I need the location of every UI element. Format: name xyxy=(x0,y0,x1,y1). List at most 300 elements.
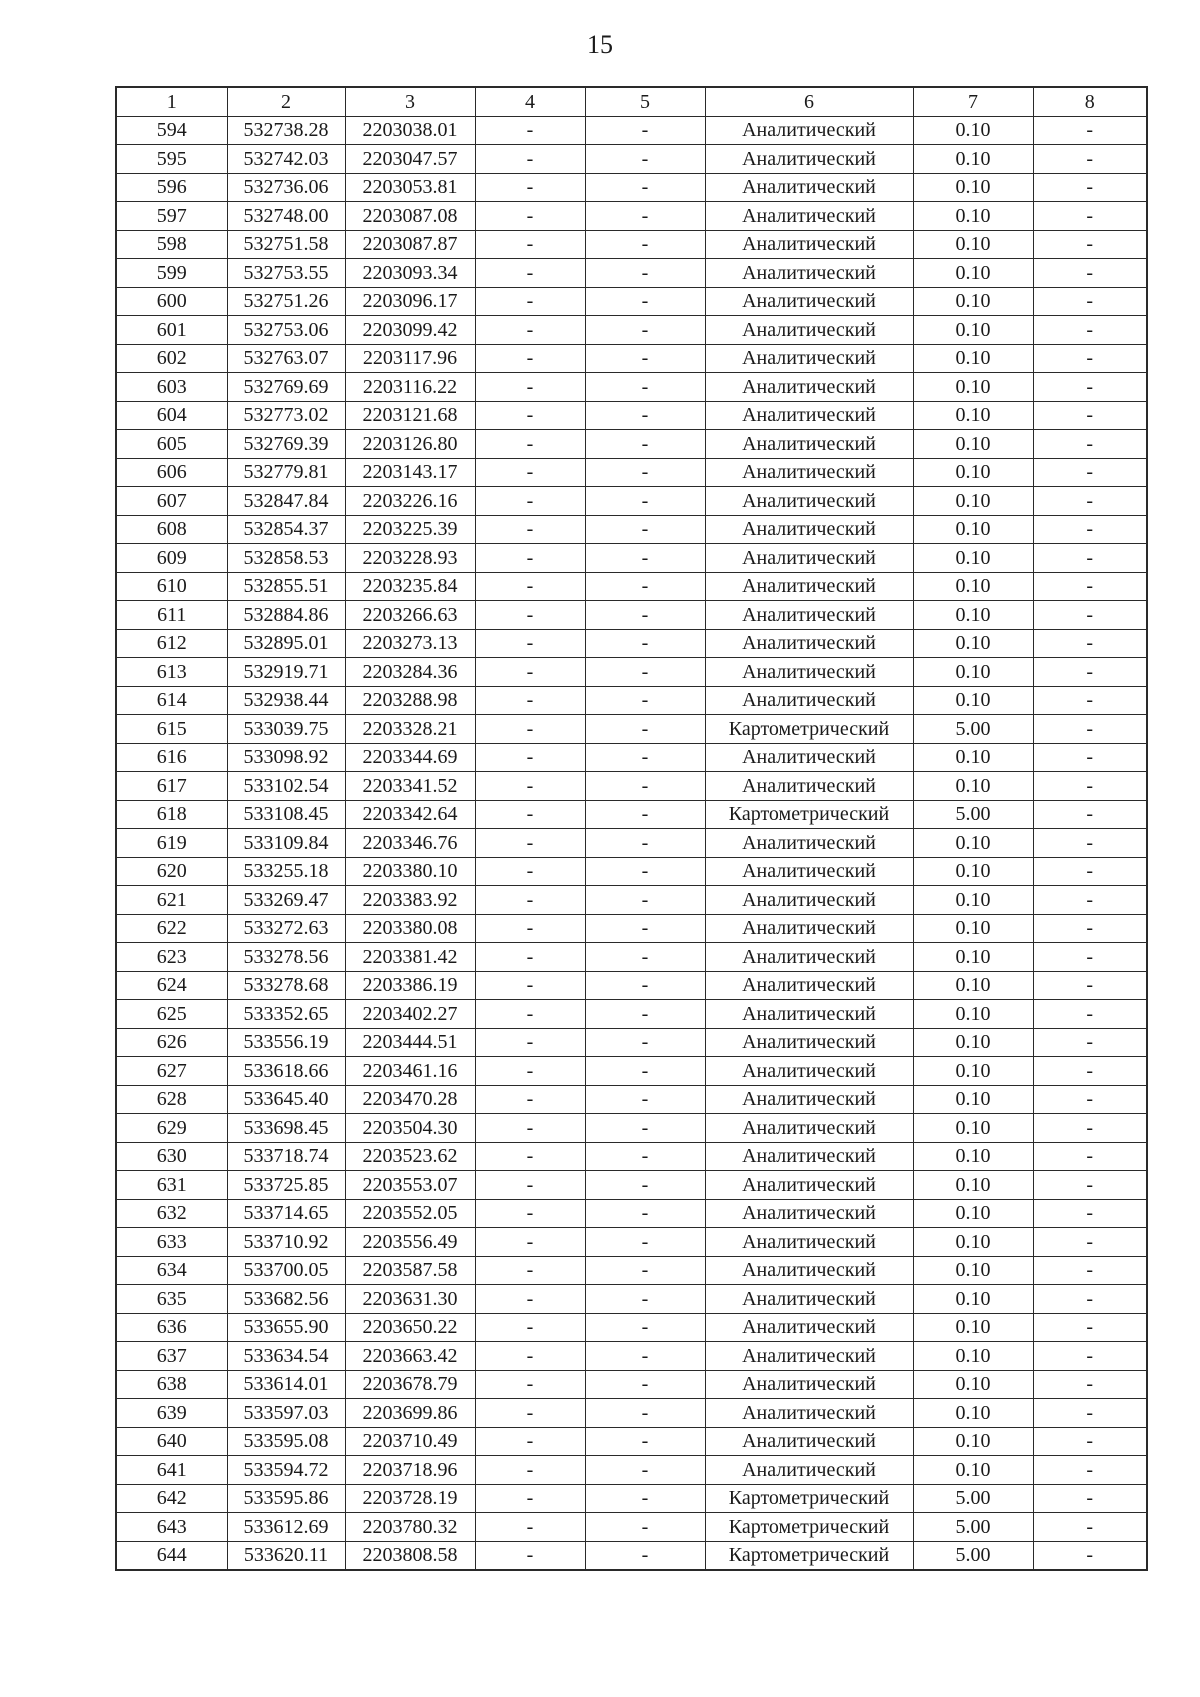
table-row xyxy=(116,1285,1147,1314)
y-coordinate-cell: 2203284.36 xyxy=(345,658,475,687)
column-8-cell: - xyxy=(1033,1085,1147,1114)
x-coordinate-cell: 532736.06 xyxy=(227,173,345,202)
point-number-cell: 620 xyxy=(116,857,227,886)
column-5-cell: - xyxy=(585,572,705,601)
x-coordinate-cell: 533108.45 xyxy=(227,800,345,829)
column-4-cell: - xyxy=(475,971,585,1000)
column-8-cell: - xyxy=(1033,829,1147,858)
x-coordinate-cell: 533595.08 xyxy=(227,1427,345,1456)
point-number-cell: 623 xyxy=(116,943,227,972)
y-coordinate-cell: 2203523.62 xyxy=(345,1142,475,1171)
accuracy-cell: 0.10 xyxy=(913,401,1033,430)
column-header: 3 xyxy=(345,87,475,116)
table-row xyxy=(116,1142,1147,1171)
point-number-cell: 594 xyxy=(116,116,227,145)
y-coordinate-cell: 2203053.81 xyxy=(345,173,475,202)
column-5-cell: - xyxy=(585,1541,705,1570)
column-5-cell: - xyxy=(585,743,705,772)
table-row xyxy=(116,202,1147,231)
x-coordinate-cell: 532895.01 xyxy=(227,629,345,658)
column-8-cell: - xyxy=(1033,1142,1147,1171)
column-4-cell: - xyxy=(475,829,585,858)
column-8-cell: - xyxy=(1033,1456,1147,1485)
method-cell: Аналитический xyxy=(705,230,913,259)
point-number-cell: 619 xyxy=(116,829,227,858)
column-4-cell: - xyxy=(475,373,585,402)
column-8-cell: - xyxy=(1033,572,1147,601)
point-number-cell: 641 xyxy=(116,1456,227,1485)
column-8-cell: - xyxy=(1033,487,1147,516)
point-number-cell: 602 xyxy=(116,344,227,373)
method-cell: Аналитический xyxy=(705,544,913,573)
y-coordinate-cell: 2203381.42 xyxy=(345,943,475,972)
accuracy-cell: 0.10 xyxy=(913,1085,1033,1114)
column-8-cell: - xyxy=(1033,914,1147,943)
accuracy-cell: 0.10 xyxy=(913,373,1033,402)
column-5-cell: - xyxy=(585,1114,705,1143)
x-coordinate-cell: 533098.92 xyxy=(227,743,345,772)
point-number-cell: 640 xyxy=(116,1427,227,1456)
column-5-cell: - xyxy=(585,1313,705,1342)
method-cell: Аналитический xyxy=(705,772,913,801)
accuracy-cell: 0.10 xyxy=(913,202,1033,231)
column-8-cell: - xyxy=(1033,316,1147,345)
x-coordinate-cell: 533682.56 xyxy=(227,1285,345,1314)
y-coordinate-cell: 2203699.86 xyxy=(345,1399,475,1428)
point-number-cell: 610 xyxy=(116,572,227,601)
accuracy-cell: 0.10 xyxy=(913,1057,1033,1086)
column-5-cell: - xyxy=(585,344,705,373)
accuracy-cell: 0.10 xyxy=(913,1456,1033,1485)
column-4-cell: - xyxy=(475,1399,585,1428)
column-5-cell: - xyxy=(585,1370,705,1399)
point-number-cell: 600 xyxy=(116,287,227,316)
y-coordinate-cell: 2203631.30 xyxy=(345,1285,475,1314)
table-row xyxy=(116,658,1147,687)
method-cell: Аналитический xyxy=(705,202,913,231)
table-row xyxy=(116,572,1147,601)
column-5-cell: - xyxy=(585,544,705,573)
y-coordinate-cell: 2203328.21 xyxy=(345,715,475,744)
table-row xyxy=(116,1484,1147,1513)
column-8-cell: - xyxy=(1033,287,1147,316)
accuracy-cell: 0.10 xyxy=(913,743,1033,772)
x-coordinate-cell: 533725.85 xyxy=(227,1171,345,1200)
column-4-cell: - xyxy=(475,1028,585,1057)
column-4-cell: - xyxy=(475,686,585,715)
column-8-cell: - xyxy=(1033,544,1147,573)
column-8-cell: - xyxy=(1033,1370,1147,1399)
x-coordinate-cell: 532854.37 xyxy=(227,515,345,544)
table-row xyxy=(116,430,1147,459)
accuracy-cell: 0.10 xyxy=(913,943,1033,972)
y-coordinate-cell: 2203444.51 xyxy=(345,1028,475,1057)
column-5-cell: - xyxy=(585,1513,705,1542)
table-row xyxy=(116,1456,1147,1485)
point-number-cell: 624 xyxy=(116,971,227,1000)
method-cell: Аналитический xyxy=(705,1228,913,1257)
point-number-cell: 618 xyxy=(116,800,227,829)
column-4-cell: - xyxy=(475,1057,585,1086)
column-5-cell: - xyxy=(585,1171,705,1200)
y-coordinate-cell: 2203380.08 xyxy=(345,914,475,943)
accuracy-cell: 0.10 xyxy=(913,886,1033,915)
method-cell: Аналитический xyxy=(705,1000,913,1029)
y-coordinate-cell: 2203383.92 xyxy=(345,886,475,915)
table-row xyxy=(116,1256,1147,1285)
method-cell: Аналитический xyxy=(705,401,913,430)
column-5-cell: - xyxy=(585,515,705,544)
accuracy-cell: 0.10 xyxy=(913,971,1033,1000)
column-8-cell: - xyxy=(1033,743,1147,772)
column-4-cell: - xyxy=(475,344,585,373)
y-coordinate-cell: 2203288.98 xyxy=(345,686,475,715)
accuracy-cell: 0.10 xyxy=(913,857,1033,886)
column-header: 6 xyxy=(705,87,913,116)
method-cell: Аналитический xyxy=(705,1057,913,1086)
table-row xyxy=(116,316,1147,345)
column-8-cell: - xyxy=(1033,601,1147,630)
method-cell: Аналитический xyxy=(705,658,913,687)
accuracy-cell: 5.00 xyxy=(913,1484,1033,1513)
x-coordinate-cell: 532847.84 xyxy=(227,487,345,516)
point-number-cell: 598 xyxy=(116,230,227,259)
method-cell: Аналитический xyxy=(705,1199,913,1228)
point-number-cell: 613 xyxy=(116,658,227,687)
accuracy-cell: 0.10 xyxy=(913,316,1033,345)
column-5-cell: - xyxy=(585,316,705,345)
y-coordinate-cell: 2203553.07 xyxy=(345,1171,475,1200)
x-coordinate-cell: 533278.56 xyxy=(227,943,345,972)
column-4-cell: - xyxy=(475,1427,585,1456)
column-4-cell: - xyxy=(475,601,585,630)
point-number-cell: 628 xyxy=(116,1085,227,1114)
point-number-cell: 605 xyxy=(116,430,227,459)
column-8-cell: - xyxy=(1033,1256,1147,1285)
method-cell: Аналитический xyxy=(705,430,913,459)
table-row xyxy=(116,1000,1147,1029)
accuracy-cell: 0.10 xyxy=(913,1342,1033,1371)
point-number-cell: 626 xyxy=(116,1028,227,1057)
x-coordinate-cell: 532769.39 xyxy=(227,430,345,459)
table-row xyxy=(116,458,1147,487)
x-coordinate-cell: 533714.65 xyxy=(227,1199,345,1228)
column-8-cell: - xyxy=(1033,259,1147,288)
column-8-cell: - xyxy=(1033,943,1147,972)
column-8-cell: - xyxy=(1033,515,1147,544)
accuracy-cell: 0.10 xyxy=(913,259,1033,288)
x-coordinate-cell: 533655.90 xyxy=(227,1313,345,1342)
y-coordinate-cell: 2203235.84 xyxy=(345,572,475,601)
accuracy-cell: 0.10 xyxy=(913,1171,1033,1200)
accuracy-cell: 0.10 xyxy=(913,344,1033,373)
table-row xyxy=(116,886,1147,915)
y-coordinate-cell: 2203099.42 xyxy=(345,316,475,345)
column-5-cell: - xyxy=(585,1028,705,1057)
table-row xyxy=(116,1342,1147,1371)
column-5-cell: - xyxy=(585,1000,705,1029)
method-cell: Аналитический xyxy=(705,572,913,601)
point-number-cell: 633 xyxy=(116,1228,227,1257)
table-row xyxy=(116,1541,1147,1570)
method-cell: Аналитический xyxy=(705,145,913,174)
y-coordinate-cell: 2203228.93 xyxy=(345,544,475,573)
table-row xyxy=(116,1199,1147,1228)
column-5-cell: - xyxy=(585,914,705,943)
column-5-cell: - xyxy=(585,202,705,231)
x-coordinate-cell: 532858.53 xyxy=(227,544,345,573)
point-number-cell: 616 xyxy=(116,743,227,772)
column-5-cell: - xyxy=(585,1085,705,1114)
method-cell: Аналитический xyxy=(705,259,913,288)
accuracy-cell: 0.10 xyxy=(913,1114,1033,1143)
column-4-cell: - xyxy=(475,544,585,573)
column-header: 8 xyxy=(1033,87,1147,116)
accuracy-cell: 0.10 xyxy=(913,1028,1033,1057)
column-4-cell: - xyxy=(475,914,585,943)
method-cell: Аналитический xyxy=(705,373,913,402)
method-cell: Картометрический xyxy=(705,1484,913,1513)
column-5-cell: - xyxy=(585,287,705,316)
accuracy-cell: 0.10 xyxy=(913,772,1033,801)
column-8-cell: - xyxy=(1033,116,1147,145)
table-row xyxy=(116,743,1147,772)
table-row xyxy=(116,230,1147,259)
y-coordinate-cell: 2203226.16 xyxy=(345,487,475,516)
column-8-cell: - xyxy=(1033,1399,1147,1428)
y-coordinate-cell: 2203087.08 xyxy=(345,202,475,231)
y-coordinate-cell: 2203038.01 xyxy=(345,116,475,145)
method-cell: Аналитический xyxy=(705,316,913,345)
table-row xyxy=(116,1313,1147,1342)
x-coordinate-cell: 532751.26 xyxy=(227,287,345,316)
point-number-cell: 639 xyxy=(116,1399,227,1428)
column-5-cell: - xyxy=(585,658,705,687)
x-coordinate-cell: 533109.84 xyxy=(227,829,345,858)
column-5-cell: - xyxy=(585,259,705,288)
accuracy-cell: 5.00 xyxy=(913,1513,1033,1542)
accuracy-cell: 5.00 xyxy=(913,1541,1033,1570)
table-row xyxy=(116,1399,1147,1428)
column-5-cell: - xyxy=(585,458,705,487)
method-cell: Аналитический xyxy=(705,1427,913,1456)
column-8-cell: - xyxy=(1033,1342,1147,1371)
x-coordinate-cell: 533620.11 xyxy=(227,1541,345,1570)
table-row xyxy=(116,800,1147,829)
method-cell: Аналитический xyxy=(705,344,913,373)
accuracy-cell: 0.10 xyxy=(913,1228,1033,1257)
point-number-cell: 596 xyxy=(116,173,227,202)
point-number-cell: 631 xyxy=(116,1171,227,1200)
y-coordinate-cell: 2203117.96 xyxy=(345,344,475,373)
y-coordinate-cell: 2203273.13 xyxy=(345,629,475,658)
table-row xyxy=(116,1513,1147,1542)
point-number-cell: 625 xyxy=(116,1000,227,1029)
table-row xyxy=(116,287,1147,316)
column-8-cell: - xyxy=(1033,145,1147,174)
x-coordinate-cell: 532748.00 xyxy=(227,202,345,231)
x-coordinate-cell: 532738.28 xyxy=(227,116,345,145)
point-number-cell: 638 xyxy=(116,1370,227,1399)
table-row xyxy=(116,772,1147,801)
column-5-cell: - xyxy=(585,1256,705,1285)
column-8-cell: - xyxy=(1033,800,1147,829)
x-coordinate-cell: 532769.69 xyxy=(227,373,345,402)
column-4-cell: - xyxy=(475,145,585,174)
table-row xyxy=(116,1085,1147,1114)
column-5-cell: - xyxy=(585,1342,705,1371)
table-row xyxy=(116,971,1147,1000)
table-row xyxy=(116,1114,1147,1143)
point-number-cell: 643 xyxy=(116,1513,227,1542)
point-number-cell: 604 xyxy=(116,401,227,430)
y-coordinate-cell: 2203718.96 xyxy=(345,1456,475,1485)
y-coordinate-cell: 2203780.32 xyxy=(345,1513,475,1542)
column-8-cell: - xyxy=(1033,886,1147,915)
column-4-cell: - xyxy=(475,772,585,801)
x-coordinate-cell: 533269.47 xyxy=(227,886,345,915)
column-8-cell: - xyxy=(1033,1313,1147,1342)
table-row xyxy=(116,116,1147,145)
table-row xyxy=(116,1228,1147,1257)
point-number-cell: 622 xyxy=(116,914,227,943)
accuracy-cell: 0.10 xyxy=(913,544,1033,573)
column-8-cell: - xyxy=(1033,401,1147,430)
y-coordinate-cell: 2203461.16 xyxy=(345,1057,475,1086)
y-coordinate-cell: 2203346.76 xyxy=(345,829,475,858)
method-cell: Аналитический xyxy=(705,1399,913,1428)
y-coordinate-cell: 2203710.49 xyxy=(345,1427,475,1456)
y-coordinate-cell: 2203552.05 xyxy=(345,1199,475,1228)
method-cell: Аналитический xyxy=(705,886,913,915)
method-cell: Аналитический xyxy=(705,743,913,772)
column-4-cell: - xyxy=(475,943,585,972)
page-number: 15 xyxy=(587,30,613,59)
x-coordinate-cell: 532884.86 xyxy=(227,601,345,630)
accuracy-cell: 0.10 xyxy=(913,629,1033,658)
accuracy-cell: 0.10 xyxy=(913,1313,1033,1342)
column-header: 1 xyxy=(116,87,227,116)
accuracy-cell: 0.10 xyxy=(913,230,1033,259)
y-coordinate-cell: 2203386.19 xyxy=(345,971,475,1000)
x-coordinate-cell: 533718.74 xyxy=(227,1142,345,1171)
x-coordinate-cell: 533612.69 xyxy=(227,1513,345,1542)
y-coordinate-cell: 2203126.80 xyxy=(345,430,475,459)
column-5-cell: - xyxy=(585,173,705,202)
column-5-cell: - xyxy=(585,886,705,915)
x-coordinate-cell: 533700.05 xyxy=(227,1256,345,1285)
x-coordinate-cell: 533710.92 xyxy=(227,1228,345,1257)
column-5-cell: - xyxy=(585,1228,705,1257)
point-number-cell: 627 xyxy=(116,1057,227,1086)
x-coordinate-cell: 532773.02 xyxy=(227,401,345,430)
column-4-cell: - xyxy=(475,1342,585,1371)
column-5-cell: - xyxy=(585,800,705,829)
x-coordinate-cell: 533556.19 xyxy=(227,1028,345,1057)
table-row xyxy=(116,173,1147,202)
x-coordinate-cell: 533645.40 xyxy=(227,1085,345,1114)
column-8-cell: - xyxy=(1033,458,1147,487)
x-coordinate-cell: 532779.81 xyxy=(227,458,345,487)
point-number-cell: 614 xyxy=(116,686,227,715)
y-coordinate-cell: 2203143.17 xyxy=(345,458,475,487)
column-8-cell: - xyxy=(1033,1228,1147,1257)
column-5-cell: - xyxy=(585,1142,705,1171)
accuracy-cell: 0.10 xyxy=(913,914,1033,943)
column-8-cell: - xyxy=(1033,772,1147,801)
method-cell: Аналитический xyxy=(705,1342,913,1371)
column-5-cell: - xyxy=(585,230,705,259)
column-8-cell: - xyxy=(1033,658,1147,687)
table-row xyxy=(116,373,1147,402)
point-number-cell: 642 xyxy=(116,1484,227,1513)
column-header: 2 xyxy=(227,87,345,116)
table-row xyxy=(116,401,1147,430)
column-4-cell: - xyxy=(475,886,585,915)
method-cell: Аналитический xyxy=(705,1370,913,1399)
x-coordinate-cell: 533255.18 xyxy=(227,857,345,886)
column-4-cell: - xyxy=(475,743,585,772)
column-8-cell: - xyxy=(1033,173,1147,202)
table-row xyxy=(116,686,1147,715)
table-row xyxy=(116,829,1147,858)
table-row xyxy=(116,1028,1147,1057)
column-4-cell: - xyxy=(475,116,585,145)
y-coordinate-cell: 2203121.68 xyxy=(345,401,475,430)
accuracy-cell: 0.10 xyxy=(913,601,1033,630)
column-4-cell: - xyxy=(475,487,585,516)
column-4-cell: - xyxy=(475,430,585,459)
y-coordinate-cell: 2203093.34 xyxy=(345,259,475,288)
y-coordinate-cell: 2203266.63 xyxy=(345,601,475,630)
table-header-row xyxy=(116,87,1147,116)
column-4-cell: - xyxy=(475,715,585,744)
column-8-cell: - xyxy=(1033,715,1147,744)
method-cell: Аналитический xyxy=(705,1028,913,1057)
y-coordinate-cell: 2203663.42 xyxy=(345,1342,475,1371)
accuracy-cell: 0.10 xyxy=(913,572,1033,601)
point-number-cell: 611 xyxy=(116,601,227,630)
method-cell: Картометрический xyxy=(705,1541,913,1570)
method-cell: Картометрический xyxy=(705,800,913,829)
table-row xyxy=(116,715,1147,744)
column-5-cell: - xyxy=(585,430,705,459)
column-8-cell: - xyxy=(1033,1484,1147,1513)
column-4-cell: - xyxy=(475,1513,585,1542)
column-4-cell: - xyxy=(475,1370,585,1399)
y-coordinate-cell: 2203096.17 xyxy=(345,287,475,316)
accuracy-cell: 0.10 xyxy=(913,515,1033,544)
y-coordinate-cell: 2203728.19 xyxy=(345,1484,475,1513)
table-row xyxy=(116,544,1147,573)
column-4-cell: - xyxy=(475,800,585,829)
column-4-cell: - xyxy=(475,857,585,886)
accuracy-cell: 5.00 xyxy=(913,715,1033,744)
column-5-cell: - xyxy=(585,943,705,972)
accuracy-cell: 0.10 xyxy=(913,1370,1033,1399)
column-5-cell: - xyxy=(585,601,705,630)
method-cell: Аналитический xyxy=(705,1085,913,1114)
y-coordinate-cell: 2203225.39 xyxy=(345,515,475,544)
method-cell: Аналитический xyxy=(705,287,913,316)
x-coordinate-cell: 533634.54 xyxy=(227,1342,345,1371)
column-8-cell: - xyxy=(1033,1057,1147,1086)
column-4-cell: - xyxy=(475,1114,585,1143)
column-8-cell: - xyxy=(1033,1000,1147,1029)
column-5-cell: - xyxy=(585,715,705,744)
accuracy-cell: 0.10 xyxy=(913,430,1033,459)
method-cell: Картометрический xyxy=(705,715,913,744)
